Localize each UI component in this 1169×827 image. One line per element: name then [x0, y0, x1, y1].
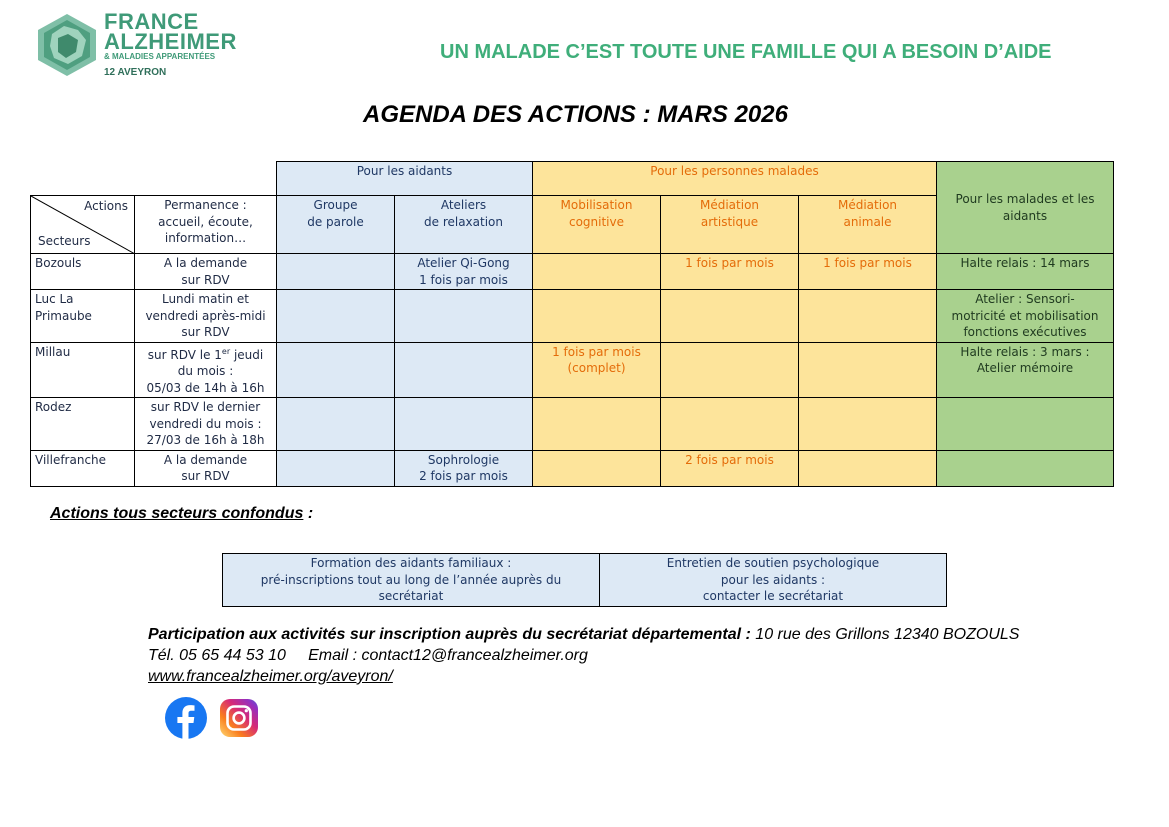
mobilisation-header-line: cognitive	[568, 214, 625, 229]
table-row	[31, 290, 1114, 343]
contact-line-3	[148, 666, 1019, 687]
permanence-header-line: Permanence :	[164, 198, 247, 212]
permanence-header-line: information…	[164, 231, 247, 245]
groupe-cell	[277, 290, 395, 343]
ateliers-header-line: de relaxation	[424, 214, 503, 229]
all-sectors-heading	[50, 505, 313, 523]
logo-hexagon-icon	[34, 12, 100, 78]
cell-line: Luc La	[35, 292, 74, 306]
sector-cell: Rodez	[31, 398, 135, 451]
cell-line: contacter le secrétariat	[702, 589, 844, 603]
cell-line: Entretien de soutien psychologique	[666, 556, 880, 570]
facebook-icon-graphic	[165, 697, 207, 739]
cell-line: Atelier : Sensori-	[975, 292, 1075, 306]
mobilisation-cell	[533, 342, 661, 398]
cell-line: Halte relais : 3 mars :	[960, 344, 1090, 359]
sector-cell: Millau	[31, 342, 135, 398]
groupe-header-line: de parole	[307, 214, 364, 229]
mobilisation-cell	[533, 398, 661, 451]
ateliers-cell	[395, 398, 533, 451]
cell-line: A la demande	[163, 452, 248, 467]
cell-line: Sophrologie	[427, 452, 500, 467]
groupe-cell	[277, 254, 395, 290]
table-row	[31, 342, 1114, 398]
cell-line: 2 fois par mois	[419, 469, 508, 483]
instagram-icon[interactable]	[220, 699, 258, 737]
contact-address: 10 rue des Grillons 12340 BOZOULS	[750, 626, 1020, 643]
groupe-cell	[277, 342, 395, 398]
mobilisation-cell	[533, 290, 661, 343]
col-header-ateliers	[395, 196, 533, 254]
artistique-cell	[661, 290, 799, 343]
contact-info	[148, 624, 1019, 687]
both-cell	[937, 398, 1114, 451]
both-cell	[937, 450, 1114, 486]
animale-cell	[799, 342, 937, 398]
cell-line: secrétariat	[378, 589, 444, 603]
permanence-cell	[135, 398, 277, 451]
col-header-mobilisation	[533, 196, 661, 254]
ateliers-cell	[395, 450, 533, 486]
permanence-header-line: accueil, écoute,	[158, 214, 253, 229]
agenda-table	[30, 161, 1114, 487]
all-sectors-table	[222, 553, 947, 607]
col-header-permanence	[135, 196, 277, 254]
groupe-header-line: Groupe	[313, 198, 358, 212]
groupe-cell	[277, 450, 395, 486]
mobilisation-cell	[533, 254, 661, 290]
cell-line: sur RDV	[181, 325, 230, 339]
cell-line: Atelier mémoire	[976, 361, 1074, 375]
group-header-aidants: Pour les aidants	[277, 162, 533, 196]
artistique-header-line: Médiation	[699, 198, 760, 212]
cell-line: fonctions exécutives	[963, 325, 1087, 339]
table-row	[31, 450, 1114, 486]
all-sectors-heading-text: Actions tous secteurs confondus	[50, 505, 304, 522]
animale-cell	[799, 450, 937, 486]
logo-line-4: 12 AVEYRON	[104, 67, 167, 78]
cell-line: pour les aidants :	[720, 572, 826, 587]
col-header-artistique	[661, 196, 799, 254]
ateliers-cell	[395, 290, 533, 343]
cell-line: Formation des aidants familiaux :	[310, 556, 512, 570]
facebook-icon[interactable]	[165, 697, 207, 739]
table-row	[31, 398, 1114, 451]
col-header-groupe	[277, 196, 395, 254]
contact-phone: Tél. 05 65 44 53 10	[148, 647, 286, 664]
cell-line: (complet)	[567, 361, 626, 375]
permanence-cell	[135, 450, 277, 486]
cell-line: Primaube	[35, 308, 92, 323]
contact-email[interactable]: Email : contact12@francealzheimer.org	[308, 647, 588, 664]
cell-line: sur RDV le dernier	[150, 400, 261, 414]
cell-line: motricité et mobilisation	[951, 308, 1099, 323]
contact-line-1	[148, 624, 1019, 645]
animale-cell	[799, 398, 937, 451]
artistique-cell: 1 fois par mois	[661, 254, 799, 290]
both-cell	[937, 290, 1114, 343]
both-cell: Halte relais : 14 mars	[937, 254, 1114, 290]
mobilisation-cell	[533, 450, 661, 486]
ateliers-cell	[395, 342, 533, 398]
website-link[interactable]: www.francealzheimer.org/aveyron/	[148, 668, 393, 685]
permanence-cell	[135, 254, 277, 290]
cell-line: Lundi matin et	[161, 292, 250, 306]
sector-cell	[31, 290, 135, 343]
sector-cell: Villefranche	[31, 450, 135, 486]
artistique-header-line: artistique	[700, 214, 759, 229]
page-title: AGENDA DES ACTIONS : MARS 2026	[363, 101, 788, 128]
cell-line: 1 fois par mois	[552, 344, 641, 359]
both-cell	[937, 342, 1114, 398]
group-header-both: Pour les malades et les aidants	[937, 162, 1114, 254]
animale-header-line: Médiation	[837, 198, 898, 212]
cell-line: sur RDV	[181, 469, 230, 483]
ateliers-cell	[395, 254, 533, 290]
cell-line: Atelier Qi-Gong	[417, 256, 510, 270]
cell-text: sur RDV le 1	[147, 347, 222, 362]
ateliers-header-line: Ateliers	[440, 198, 487, 212]
mobilisation-header-line: Mobilisation	[560, 198, 633, 212]
permanence-cell	[135, 342, 277, 398]
cell-line: A la demande	[163, 256, 248, 270]
col-header-animale	[799, 196, 937, 254]
table-row	[31, 254, 1114, 290]
corner-actions-label: Actions	[84, 199, 128, 213]
cell-line: du mois :	[177, 364, 234, 378]
animale-header-line: animale	[843, 214, 892, 229]
all-sectors-heading-suffix: :	[303, 505, 314, 522]
cell-line: sur RDV	[181, 272, 230, 287]
instagram-icon-graphic	[220, 699, 258, 737]
superscript: er	[221, 346, 231, 356]
corner-cell	[31, 196, 135, 254]
artistique-cell	[661, 398, 799, 451]
cell-line: vendredi du mois :	[149, 416, 262, 431]
animale-cell: 1 fois par mois	[799, 254, 937, 290]
logo	[34, 9, 254, 80]
logo-line-3: & MALADIES APPARENTÉES	[104, 52, 216, 61]
sector-cell: Bozouls	[31, 254, 135, 290]
cell-text: jeudi	[230, 347, 264, 362]
logo-line-1: FRANCE	[104, 9, 199, 34]
cell-line: 27/03 de 16h à 18h	[146, 433, 265, 447]
entretien-cell	[600, 554, 947, 607]
animale-cell	[799, 290, 937, 343]
group-header-malades: Pour les personnes malades	[533, 162, 937, 196]
cell-line: 1 fois par mois	[419, 272, 508, 287]
artistique-cell: 2 fois par mois	[661, 450, 799, 486]
cell-line: 05/03 de 14h à 16h	[146, 380, 265, 395]
corner-secteurs-label: Secteurs	[38, 233, 91, 248]
slogan: UN MALADE C’EST TOUTE UNE FAMILLE QUI A BESOIN D’AIDE	[440, 41, 1052, 63]
cell-line: pré-inscriptions tout au long de l’année auprès du	[260, 572, 562, 587]
groupe-cell	[277, 398, 395, 451]
logo-line-2: ALZHEIMER	[104, 29, 237, 54]
cell-line: vendredi après-midi	[145, 308, 266, 323]
permanence-cell	[135, 290, 277, 343]
artistique-cell	[661, 342, 799, 398]
formation-cell	[223, 554, 600, 607]
contact-lead: Participation aux activités sur inscription auprès du secrétariat départemental :	[148, 626, 751, 643]
empty-corner	[31, 162, 277, 196]
contact-line-2	[148, 645, 1019, 666]
cell-line	[139, 344, 272, 364]
